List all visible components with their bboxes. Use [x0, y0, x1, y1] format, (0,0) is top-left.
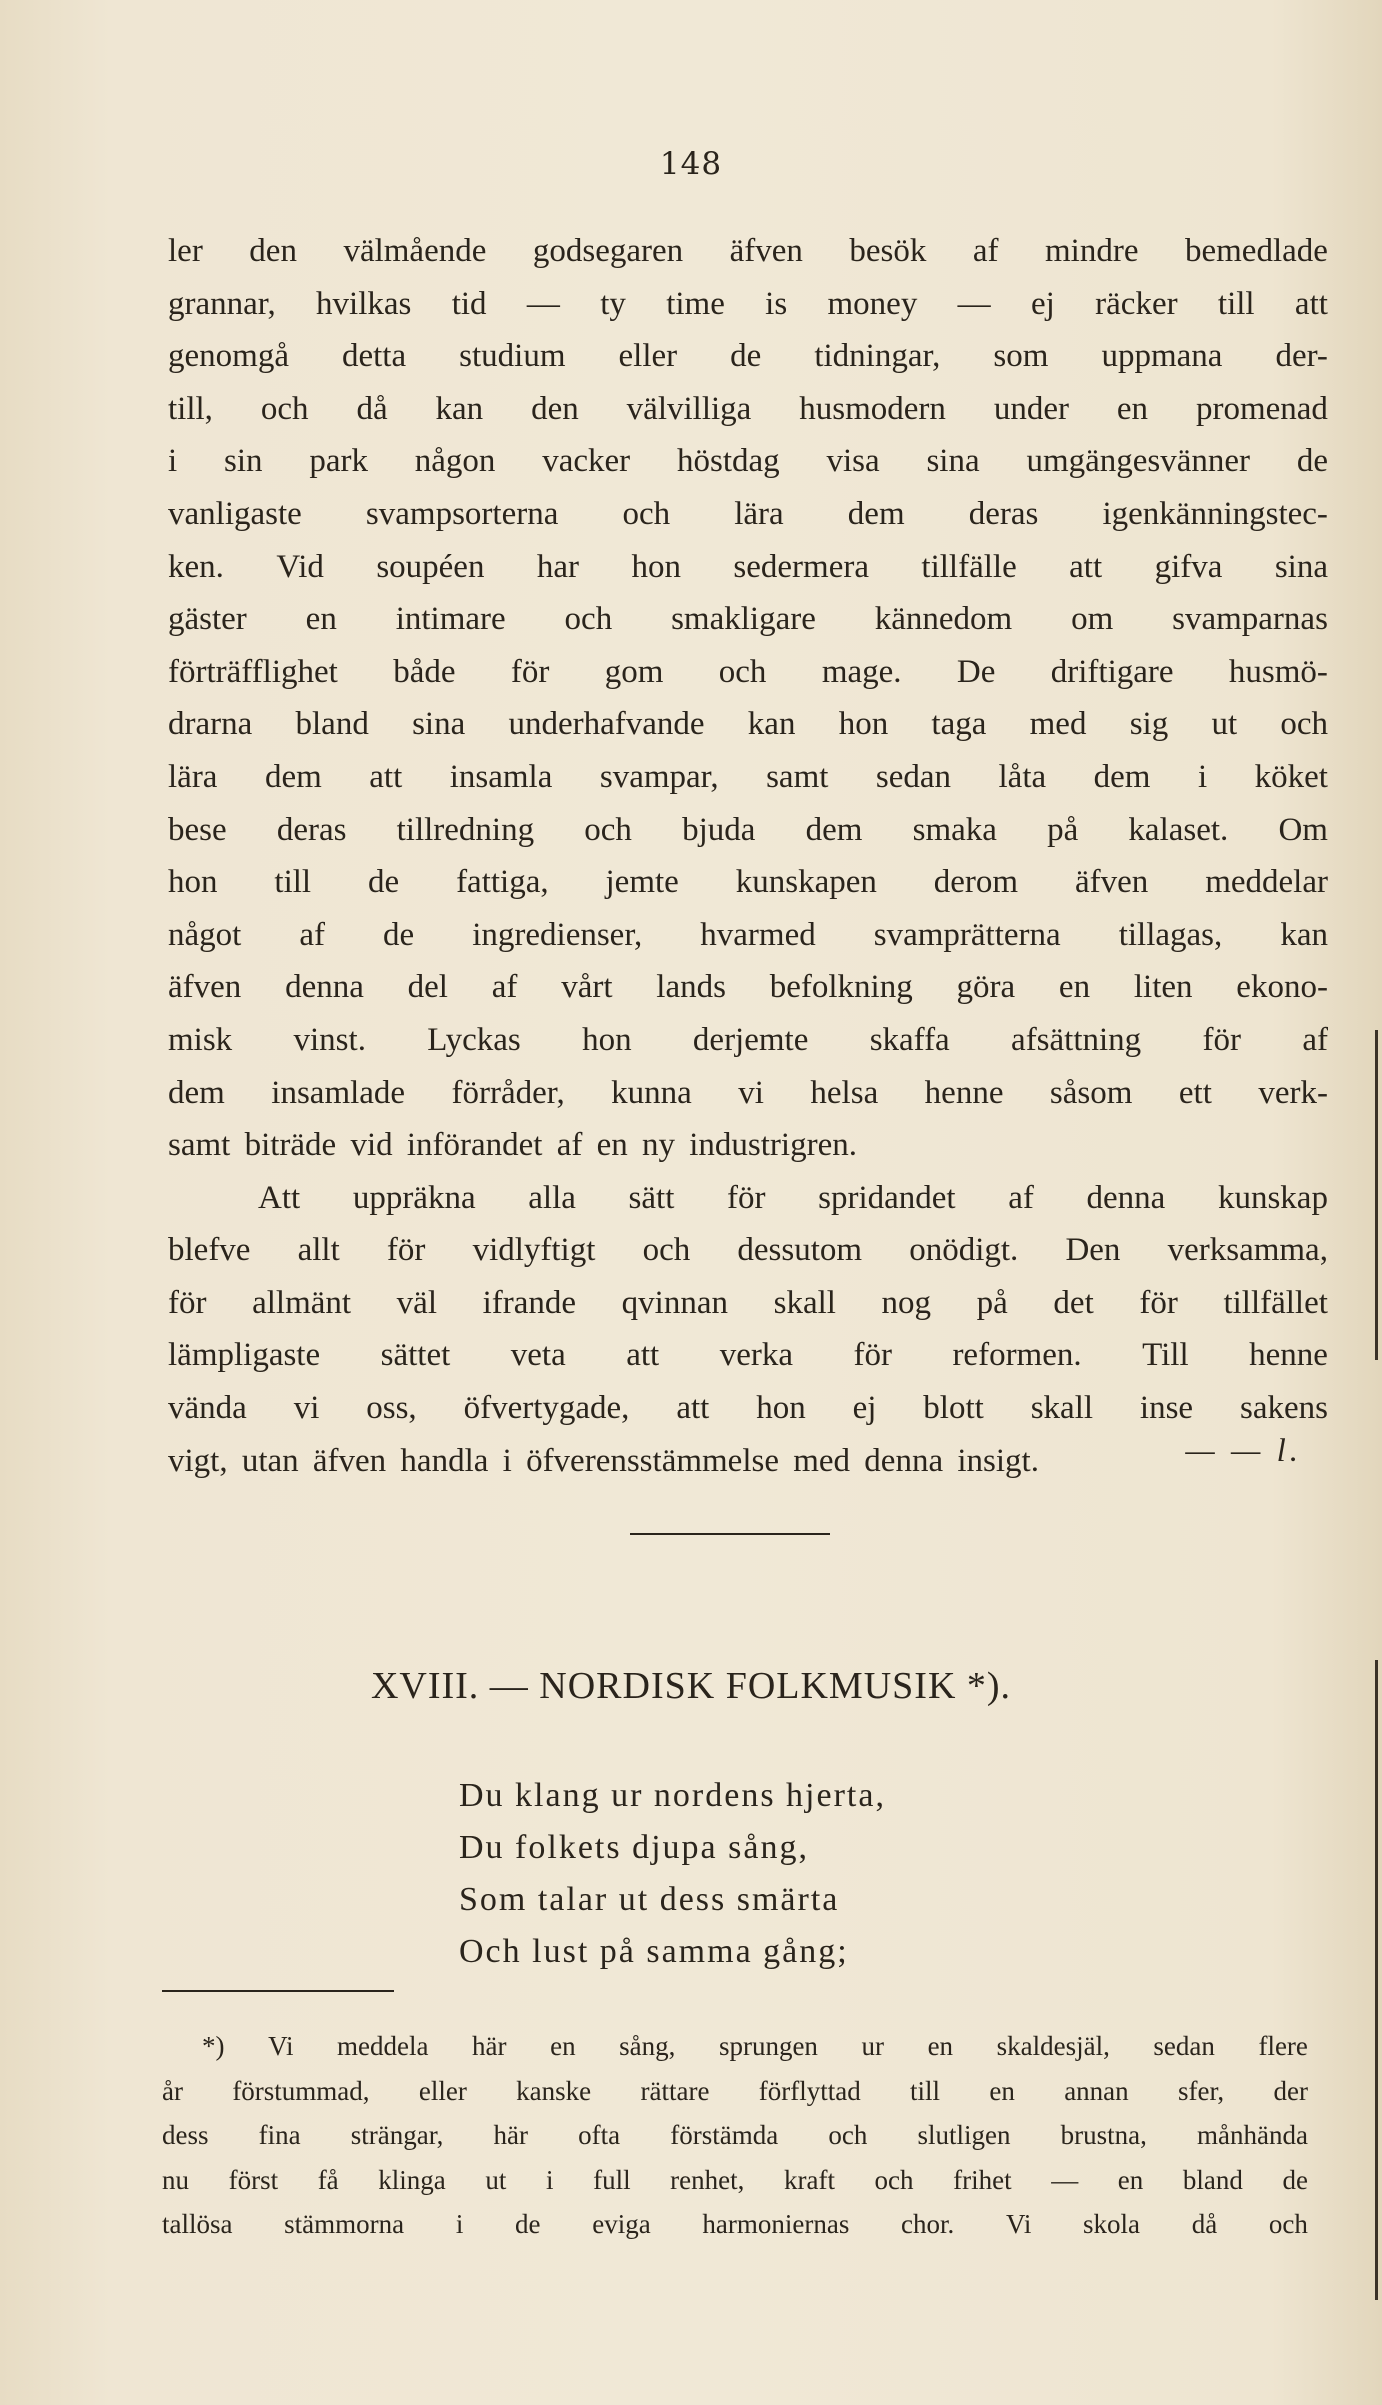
text-line: Att uppräkna alla sätt för spridandet af denna kunskap: [258, 1179, 1328, 1216]
chapter-heading: XVIII. — NORDISK FOLKMUSIK *).: [370, 1665, 1012, 1707]
page-edge-shadow: [1375, 1660, 1378, 2300]
text-line: vända vi oss, öfvertygade, att hon ej blott skall inse sakens: [168, 1390, 1328, 1427]
text-line: genomgå detta studium eller de tidningar, som uppmana der-: [168, 338, 1328, 375]
text-line: lära dem att insamla svampar, samt sedan låta dem i köket: [168, 758, 1328, 795]
text-line: misk vinst. Lyckas hon derjemte skaffa afsättning för af: [168, 1021, 1328, 1058]
text-line: för allmänt väl ifrande qvinnan skall nog på det för tillfället: [168, 1284, 1328, 1321]
text-line: något af de ingredienser, hvarmed svamprätterna tillagas, kan: [168, 916, 1328, 953]
footnote-line: dess fina strängar, här ofta förstämda och slutligen brustna, månhända: [162, 2120, 1308, 2151]
footnote-line: nu först få klinga ut i full renhet, kraft och frihet — en bland de: [162, 2164, 1308, 2195]
text-line: grannar, hvilkas tid — ty time is money — ej räcker till att: [168, 285, 1328, 322]
text-line: dem insamlade förråder, kunna vi helsa henne såsom ett verk-: [168, 1074, 1328, 1111]
footnote-line: år förstummad, eller kanske rättare förflyttad till en annan sfer, der: [162, 2075, 1308, 2106]
footnote-line: tallösa stämmorna i de eviga harmoniernas chor. Vi skola då och: [162, 2209, 1308, 2240]
page-edge-shadow: [1375, 1030, 1378, 1360]
text-line: vigt, utan äfven handla i öfverensstämmelse med denna insigt.: [168, 1442, 1039, 1479]
text-line: ken. Vid soupéen har hon sedermera tillfälle att gifva sina: [168, 548, 1328, 585]
text-line: blefve allt för vidlyftigt och dessutom onödigt. Den verksamma,: [168, 1232, 1328, 1269]
text-line: ler den välmående godsegaren äfven besök af mindre bemedlade: [168, 233, 1328, 269]
text-line: i sin park någon vacker höstdag visa sina umgängesvänner de: [168, 443, 1328, 480]
poem-line: Som talar ut dess smärta: [459, 1881, 840, 1918]
text-line: förträfflighet både för gom och mage. De driftigare husmö-: [168, 653, 1328, 690]
text-line: bese deras tillredning och bjuda dem smaka på kalaset. Om: [168, 811, 1328, 848]
text-line: samt biträde vid införandet af en ny industrigren.: [168, 1127, 857, 1164]
text-line: vanligaste svampsorterna och lära dem deras igenkänningstec-: [168, 495, 1328, 532]
text-line: äfven denna del af vårt lands befolkning göra en liten ekono-: [168, 969, 1328, 1006]
text-line: drarna bland sina underhafvande kan hon taga med sig ut och: [168, 706, 1328, 743]
text-line: hon till de fattiga, jemte kunskapen derom äfven meddelar: [168, 864, 1328, 901]
section-divider: [630, 1533, 830, 1535]
footnote-line: *) Vi meddela här en sång, sprungen ur en skaldesjäl, sedan flere: [202, 2031, 1308, 2061]
footnote: [162, 2024, 1308, 2247]
poem-line: Du klang ur nordens hjerta,: [459, 1777, 886, 1814]
poem-line: Och lust på samma gång;: [459, 1933, 849, 1970]
text-line: till, och då kan den välvilliga husmodern under en promenad: [168, 390, 1328, 427]
footnote-divider: [162, 1990, 394, 1992]
poem-stanza: [459, 1770, 886, 1978]
text-line: lämpligaste sättet veta att verka för reformen. Till henne: [168, 1337, 1328, 1374]
poem-line: Du folkets djupa sång,: [459, 1829, 809, 1866]
author-signature: — — l.: [1185, 1433, 1302, 1469]
text-line: gäster en intimare och smakligare kännedom om svamparnas: [168, 601, 1328, 638]
page-number: 148: [659, 146, 723, 182]
body-text: [168, 225, 1328, 1487]
